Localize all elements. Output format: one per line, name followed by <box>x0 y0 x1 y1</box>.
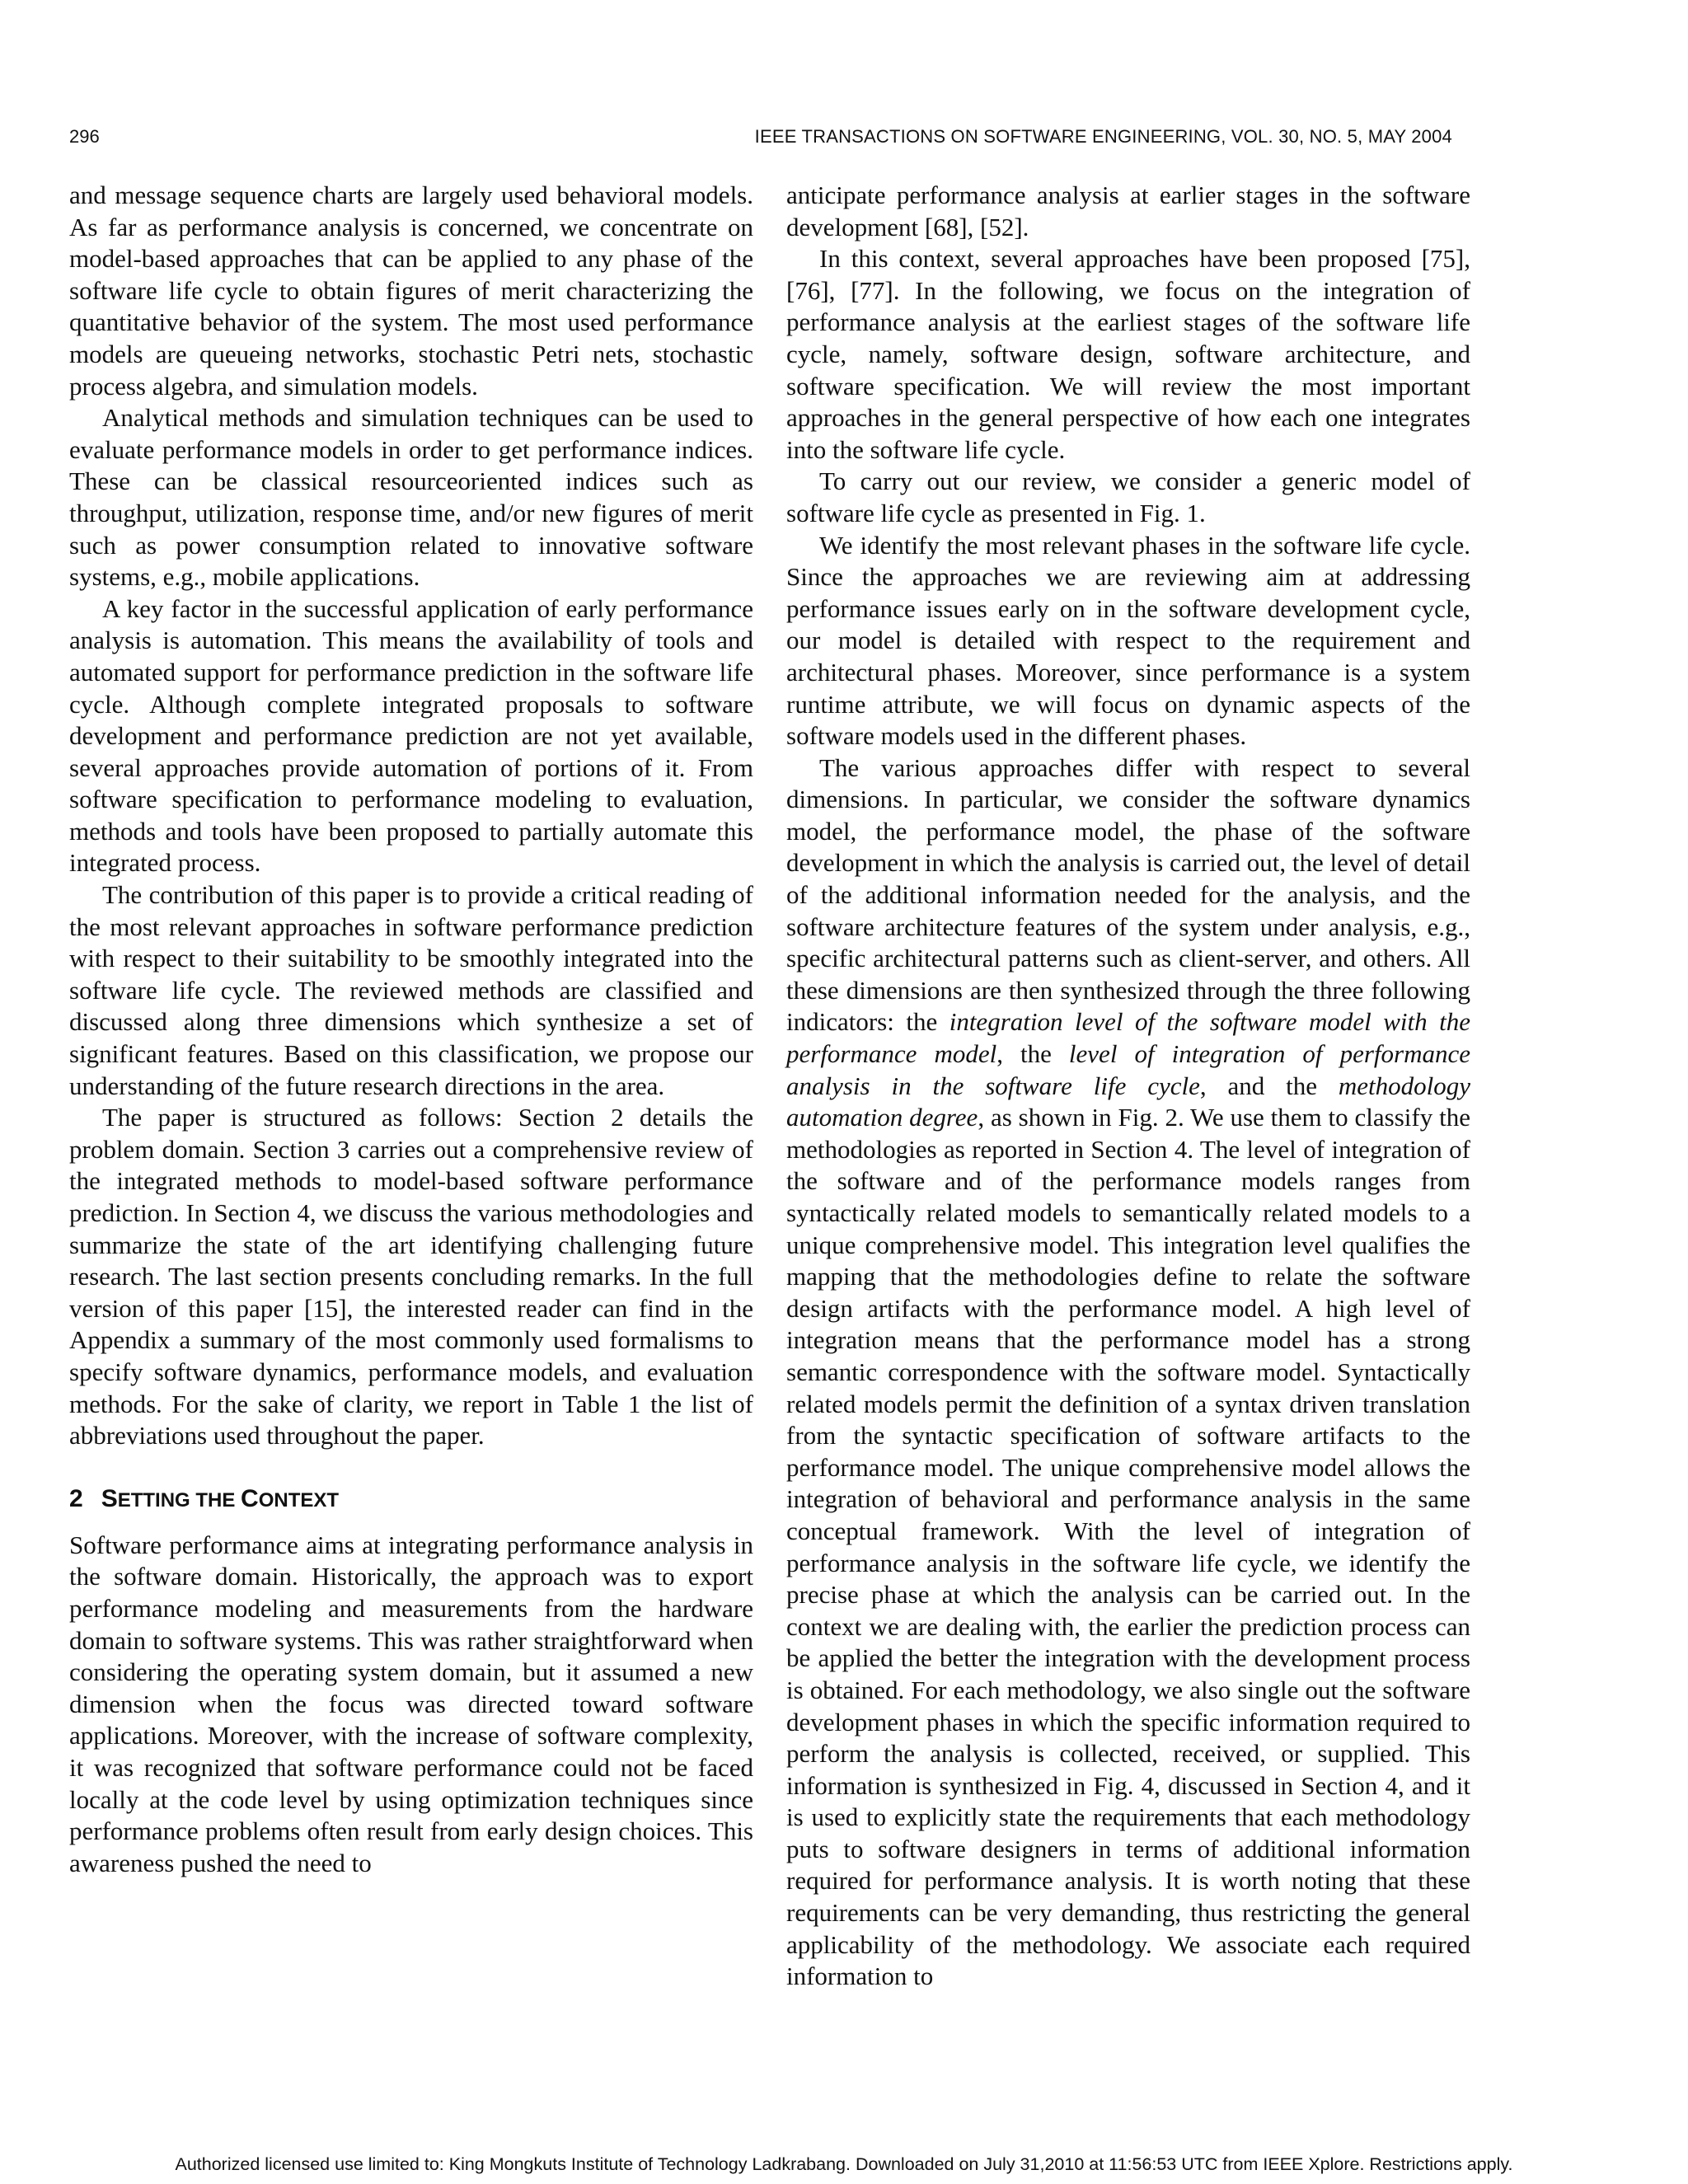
right-column <box>786 180 1470 1993</box>
section-title-initial: S <box>101 1484 118 1512</box>
paragraph: and message sequence charts are largely used behavioral models. As far as performance analysis is concerned, we concentrate on model-based approaches that can be applied to any phase of the software life cycle to obtain figures of merit characterizing the quantitative behavior of the system. The most used performance models are queueing networks, stochastic Petri nets, stochastic process algebra, and simulation models. <box>69 180 753 401</box>
section-number: 2 <box>69 1484 83 1512</box>
paragraph: Analytical methods and simulation techniques can be used to evaluate performance models in order to get performance indices. These can be classical resourceoriented indices such as throughput, utilization, response time, and/or new figures of merit such as power consumption related to innovative software systems, e.g., mobile applications. <box>69 403 753 592</box>
section-title-part: ONTEXT <box>258 1488 340 1511</box>
paragraph: In this context, several approaches have been proposed [75], [76], [77]. In the following, we focus on the integration of performance analysis at the earliest stages of the software life cycle, namely, software design, software architecture, and software specification. We will review the most important approaches in the general perspective of how each one integrates into the software life cycle. <box>786 244 1470 464</box>
italic-term: level of integration of performance analysis in the software life cycle <box>786 1039 1470 1100</box>
running-header: IEEE TRANSACTIONS ON SOFTWARE ENGINEERING, VOL. 30, NO. 5, MAY 2004 <box>754 126 1452 147</box>
italic-term: methodology automation degree <box>786 1071 1471 1132</box>
paragraph-indicators <box>786 752 1470 1993</box>
section-heading <box>69 1485 753 1515</box>
paragraph: We identify the most relevant phases in the software life cycle. Since the approaches we are reviewing aim at addressing performance issues early on in the software development cycle, our model is detailed with respect to the requirement and architectural phases. Moreover, since performance is a system runtime attribute, we will focus on dynamic aspects of the software models used in the different phases. <box>786 530 1470 751</box>
paragraph: Software performance aims at integrating performance analysis in the software domain. Historically, the approach was to export performance modeling and measurements from the hardware domain to software systems. This was rather straightforward when considering the operating system domain, but it assumed a new dimension when the focus was directed toward software applications. Moreover, with the increase of software complexity, it was recognized that software performance could not be faced locally at the code level by using optimization techniques since performance problems often result from early design choices. This awareness pushed the need to <box>69 1530 753 1877</box>
paragraph: The paper is structured as follows: Section 2 details the problem domain. Section 3 carries out a comprehensive review of the integrated methods to model-based software performance prediction. In Section 4, we discuss the various methodologies and summarize the state of the art identifying challenging future research. The last section presents concluding remarks. In the full version of this paper [15], the interested reader can find in the Appendix a summary of the most commonly used formalisms to specify software dynamics, performance models, and evaluation methods. For the sake of clarity, we report in Table 1 the list of abbreviations used throughout the paper. <box>69 1103 753 1451</box>
page-number: 296 <box>69 126 100 147</box>
left-column <box>69 180 753 1879</box>
text-run: , as shown in Fig. 2. We use them to classify the methodologies as reported in Section 4. The level of integration of the software and of the performance models ranges from syntactically related models to semantically related models to a unique comprehensive model. This integration level qualifies the mapping that the methodologies define to relate the software design artifacts with the performance model. A high level of integration means that the performance model has a strong semantic correspondence with the software model. Syntactically related models permit the definition of a syntax driven translation from the syntactic specification of software artifacts to the performance model. The unique comprehensive model allows the integration of behavioral and performance analysis in the same conceptual framework. With the level of integration of performance analysis in the software life cycle, we identify the precise phase at which the analysis can be carried out. In the context we are dealing with, the earlier the prediction process can be applied the better the integration with the development process is obtained. For each methodology, we also single out the software development phases in which the specific information required to perform the analysis is collected, received, or supplied. This information is synthesized in Fig. 4, discussed in Section 4, and it is used to explicitly state the requirements that each methodology puts to software designers in terms of additional information required for performance analysis. It is worth noting that these requirements can be very demanding, thus restricting the general applicability of the methodology. We associate each required information to <box>786 1103 1470 1991</box>
text-run: , and the <box>1199 1071 1339 1100</box>
paragraph: The contribution of this paper is to provide a critical reading of the most relevant approaches in software performance prediction with respect to their suitability to be smoothly integrated into the software life cycle. The reviewed methods are classified and discussed along three dimensions which synthesize a set of significant features. Based on this classification, we propose our understanding of the future research directions in the area. <box>69 880 753 1100</box>
paragraph: To carry out our review, we consider a generic model of software life cycle as presented in Fig. 1. <box>786 466 1470 527</box>
paragraph: anticipate performance analysis at earlier stages in the software development [68], [52]. <box>786 180 1470 241</box>
text-run: The various approaches differ with respect to several dimensions. In particular, we consider the software dynamics model, the performance model, the phase of the software development in which the analysis is carried out, the level of detail of the additional information needed for the analysis, and the software architecture features of the system under analysis, e.g., specific architectural patterns such as client-server, and others. All these dimensions are then synthesized through the three following indicators: the <box>786 752 1470 1037</box>
section-title-part: ETTING THE <box>117 1488 241 1511</box>
footer-license-notice: Authorized licensed use limited to: King Mongkuts Institute of Technology Ladkrabang. Downloaded on July 31,2010 at 11:56:53 UTC from IEEE Xplore. Restrictions apply. <box>175 2154 1513 2174</box>
paragraph: A key factor in the successful application of early performance analysis is automation. This means the availability of tools and automated support for performance prediction in the software life cycle. Although complete integrated proposals to software development and performance prediction are not yet available, several approaches provide automation of portions of it. From software specification to performance modeling to evaluation, methods and tools have been proposed to partially automate this integrated process. <box>69 593 753 878</box>
section-title-initial: C <box>241 1484 259 1512</box>
italic-term: integration level of the software model with the performance model <box>786 1007 1471 1069</box>
text-run: , the <box>996 1039 1069 1069</box>
